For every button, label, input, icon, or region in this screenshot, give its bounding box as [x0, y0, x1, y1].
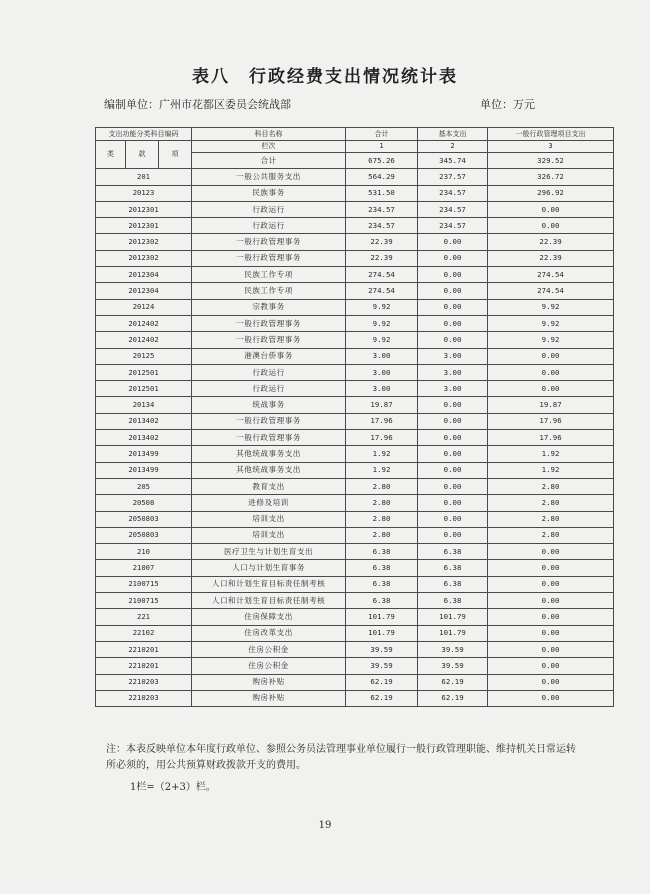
row-basic: 6.38	[418, 593, 488, 609]
row-basic: 0.00	[418, 283, 488, 299]
table-row	[96, 462, 614, 478]
header-basic: 基本支出	[418, 128, 488, 141]
row-project: 0.00	[488, 641, 614, 657]
row-subject-name: 医疗卫生与计划生育支出	[192, 544, 346, 560]
row-subject-name: 住房公积金	[192, 641, 346, 657]
table-row	[96, 560, 614, 576]
table-row	[96, 169, 614, 185]
row-basic: 234.57	[418, 218, 488, 234]
row-basic: 0.00	[418, 430, 488, 446]
row-basic: 6.38	[418, 544, 488, 560]
row-code: 2012302	[96, 250, 192, 266]
table-row	[96, 299, 614, 315]
row-basic: 3.00	[418, 381, 488, 397]
row-basic: 0.00	[418, 267, 488, 283]
row-project: 9.92	[488, 332, 614, 348]
row-subject-name: 其他统战事务支出	[192, 462, 346, 478]
row-code: 2100715	[96, 576, 192, 592]
row-total: 9.92	[346, 332, 418, 348]
table-row	[96, 364, 614, 380]
row-subject-name: 行政运行	[192, 201, 346, 217]
row-project: 326.72	[488, 169, 614, 185]
header-func-code: 支出功能分类科目编码	[96, 128, 192, 141]
row-basic: 0.00	[418, 462, 488, 478]
row-project: 9.92	[488, 299, 614, 315]
row-total: 2.80	[346, 478, 418, 494]
row-total: 234.57	[346, 201, 418, 217]
row-subject-name: 进修及培训	[192, 495, 346, 511]
row-code: 20134	[96, 397, 192, 413]
row-total: 2.80	[346, 511, 418, 527]
row-basic: 101.79	[418, 625, 488, 641]
row-subject-name: 一般行政管理事务	[192, 315, 346, 331]
row-code: 20124	[96, 299, 192, 315]
row-code: 22102	[96, 625, 192, 641]
row-total: 564.29	[346, 169, 418, 185]
row-basic: 39.59	[418, 641, 488, 657]
row-basic: 6.38	[418, 576, 488, 592]
table-header-row	[96, 128, 614, 141]
table-row	[96, 495, 614, 511]
row-code: 221	[96, 609, 192, 625]
table-row	[96, 201, 614, 217]
row-subject-name: 行政运行	[192, 364, 346, 380]
row-code: 2013402	[96, 413, 192, 429]
row-total: 101.79	[346, 609, 418, 625]
row-project: 2.80	[488, 527, 614, 543]
row-code: 2210203	[96, 674, 192, 690]
row-subject-name: 一般行政管理事务	[192, 430, 346, 446]
table-row	[96, 413, 614, 429]
row-project: 9.92	[488, 315, 614, 331]
header-project: 一般行政管理项目支出	[488, 128, 614, 141]
row-project: 0.00	[488, 201, 614, 217]
table-note: 注：本表反映单位本年度行政单位、参照公务员法管理事业单位履行一般行政管理职能、维持机关日常运转所必须的，用公共预算财政拨款开支的费用。	[106, 744, 576, 771]
row-project: 22.39	[488, 250, 614, 266]
table-row	[96, 218, 614, 234]
table-row	[96, 315, 614, 331]
row-basic: 6.38	[418, 560, 488, 576]
row-subject-name: 一般公共服务支出	[192, 169, 346, 185]
row-basic: 3.00	[418, 364, 488, 380]
row-code: 20123	[96, 185, 192, 201]
header-kuan: 款	[126, 140, 159, 169]
row-total: 39.59	[346, 658, 418, 674]
row-basic: 0.00	[418, 527, 488, 543]
table-row	[96, 283, 614, 299]
table-row	[96, 478, 614, 494]
row-code: 210	[96, 544, 192, 560]
row-code: 2013402	[96, 430, 192, 446]
table-row	[96, 658, 614, 674]
table-row	[96, 348, 614, 364]
row-subject-name: 民族工作专项	[192, 267, 346, 283]
row-code: 2012302	[96, 234, 192, 250]
row-total: 3.00	[346, 348, 418, 364]
summary-project: 329.52	[488, 153, 614, 169]
row-subject-name: 人口和计划生育目标责任制考核	[192, 593, 346, 609]
row-total: 22.39	[346, 234, 418, 250]
row-subject-name: 教育支出	[192, 478, 346, 494]
row-project: 2.80	[488, 478, 614, 494]
row-code: 205	[96, 478, 192, 494]
row-subject-name: 人口与计划生育事务	[192, 560, 346, 576]
row-basic: 234.57	[418, 185, 488, 201]
row-subject-name: 行政运行	[192, 218, 346, 234]
row-code: 2210201	[96, 641, 192, 657]
row-subject-name: 人口和计划生育目标责任制考核	[192, 576, 346, 592]
row-code: 20508	[96, 495, 192, 511]
row-code: 2012402	[96, 332, 192, 348]
row-project: 2.80	[488, 511, 614, 527]
table-row	[96, 690, 614, 706]
table-row	[96, 381, 614, 397]
row-total: 62.19	[346, 690, 418, 706]
row-total: 234.57	[346, 218, 418, 234]
header-col2: 2	[418, 140, 488, 153]
table-row	[96, 593, 614, 609]
row-subject-name: 其他统战事务支出	[192, 446, 346, 462]
row-subject-name: 一般行政管理事务	[192, 250, 346, 266]
row-total: 62.19	[346, 674, 418, 690]
row-project: 274.54	[488, 283, 614, 299]
row-project: 0.00	[488, 625, 614, 641]
row-project: 19.87	[488, 397, 614, 413]
row-project: 0.00	[488, 364, 614, 380]
row-total: 22.39	[346, 250, 418, 266]
header-subject-name: 科目名称	[192, 128, 346, 141]
row-basic: 0.00	[418, 332, 488, 348]
row-total: 6.38	[346, 576, 418, 592]
table-row	[96, 511, 614, 527]
row-basic: 3.00	[418, 348, 488, 364]
row-total: 6.38	[346, 544, 418, 560]
row-subject-name: 行政运行	[192, 381, 346, 397]
row-total: 274.54	[346, 283, 418, 299]
row-project: 0.00	[488, 576, 614, 592]
table-row	[96, 332, 614, 348]
row-basic: 0.00	[418, 413, 488, 429]
row-basic: 0.00	[418, 446, 488, 462]
row-basic: 237.57	[418, 169, 488, 185]
row-subject-name: 宗教事务	[192, 299, 346, 315]
row-code: 2210201	[96, 658, 192, 674]
row-code: 2013499	[96, 446, 192, 462]
header-xiang: 项	[159, 140, 192, 169]
row-total: 9.92	[346, 299, 418, 315]
row-project: 2.80	[488, 495, 614, 511]
row-code: 2210203	[96, 690, 192, 706]
row-project: 0.00	[488, 544, 614, 560]
row-total: 3.00	[346, 381, 418, 397]
row-total: 17.96	[346, 430, 418, 446]
row-total: 39.59	[346, 641, 418, 657]
page-number: 19	[318, 820, 332, 831]
row-basic: 39.59	[418, 658, 488, 674]
row-total: 101.79	[346, 625, 418, 641]
row-code: 2012304	[96, 267, 192, 283]
row-total: 531.50	[346, 185, 418, 201]
summary-total: 675.26	[346, 153, 418, 169]
row-total: 17.96	[346, 413, 418, 429]
row-basic: 0.00	[418, 234, 488, 250]
table-row	[96, 576, 614, 592]
row-total: 1.92	[346, 462, 418, 478]
row-code: 21007	[96, 560, 192, 576]
header-lei: 类	[96, 140, 126, 169]
row-basic: 0.00	[418, 315, 488, 331]
table-row	[96, 527, 614, 543]
row-code: 2012301	[96, 218, 192, 234]
row-basic: 101.79	[418, 609, 488, 625]
row-subject-name: 一般行政管理事务	[192, 234, 346, 250]
row-total: 9.92	[346, 315, 418, 331]
row-total: 2.80	[346, 527, 418, 543]
row-project: 1.92	[488, 446, 614, 462]
row-basic: 0.00	[418, 478, 488, 494]
row-project: 0.00	[488, 218, 614, 234]
summary-label: 合计	[192, 153, 346, 169]
row-project: 0.00	[488, 593, 614, 609]
row-code: 2012301	[96, 201, 192, 217]
row-basic: 62.19	[418, 674, 488, 690]
row-project: 0.00	[488, 560, 614, 576]
row-basic: 0.00	[418, 495, 488, 511]
row-subject-name: 统战事务	[192, 397, 346, 413]
row-code: 2050803	[96, 511, 192, 527]
table-row	[96, 641, 614, 657]
row-code: 201	[96, 169, 192, 185]
table-row	[96, 430, 614, 446]
table-row	[96, 544, 614, 560]
row-project: 274.54	[488, 267, 614, 283]
table-row	[96, 267, 614, 283]
row-project: 0.00	[488, 674, 614, 690]
row-subject-name: 住房公积金	[192, 658, 346, 674]
row-code: 2012501	[96, 381, 192, 397]
row-subject-name: 民族事务	[192, 185, 346, 201]
row-total: 6.38	[346, 560, 418, 576]
summary-basic: 345.74	[418, 153, 488, 169]
table-row	[96, 234, 614, 250]
row-subject-name: 住房改革支出	[192, 625, 346, 641]
header-lanci: 栏次	[192, 140, 346, 153]
row-total: 3.00	[346, 364, 418, 380]
row-subject-name: 民族工作专项	[192, 283, 346, 299]
row-code: 2100715	[96, 593, 192, 609]
currency-unit: 单位：万元	[480, 98, 535, 111]
table-row	[96, 250, 614, 266]
row-subject-name: 住房保障支出	[192, 609, 346, 625]
table-row	[96, 609, 614, 625]
row-basic: 0.00	[418, 299, 488, 315]
table-row	[96, 625, 614, 641]
compiling-unit: 编制单位：广州市花都区委员会统战部	[104, 98, 291, 111]
row-project: 0.00	[488, 348, 614, 364]
document-title: 表八 行政经费支出情况统计表	[192, 67, 458, 87]
row-code: 2013499	[96, 462, 192, 478]
table-row	[96, 446, 614, 462]
row-project: 17.96	[488, 430, 614, 446]
header-total: 合计	[346, 128, 418, 141]
row-basic: 234.57	[418, 201, 488, 217]
row-code: 2012304	[96, 283, 192, 299]
row-subject-name: 购房补贴	[192, 674, 346, 690]
row-project: 17.96	[488, 413, 614, 429]
table-row	[96, 674, 614, 690]
row-subject-name: 港澳台侨事务	[192, 348, 346, 364]
row-code: 2012501	[96, 364, 192, 380]
table-row	[96, 185, 614, 201]
row-project: 22.39	[488, 234, 614, 250]
row-total: 6.38	[346, 593, 418, 609]
row-basic: 0.00	[418, 511, 488, 527]
row-basic: 0.00	[418, 250, 488, 266]
row-total: 274.54	[346, 267, 418, 283]
row-total: 1.92	[346, 446, 418, 462]
row-code: 20125	[96, 348, 192, 364]
row-project: 0.00	[488, 690, 614, 706]
row-project: 0.00	[488, 658, 614, 674]
table-row	[96, 397, 614, 413]
row-project: 296.92	[488, 185, 614, 201]
column-formula: 1栏=（2+3）栏。	[130, 782, 216, 793]
expenditure-table	[95, 127, 614, 707]
row-code: 2012402	[96, 315, 192, 331]
row-subject-name: 培训支出	[192, 511, 346, 527]
row-project: 0.00	[488, 609, 614, 625]
header-col3: 3	[488, 140, 614, 153]
row-code: 2050803	[96, 527, 192, 543]
row-basic: 0.00	[418, 397, 488, 413]
row-subject-name: 购房补贴	[192, 690, 346, 706]
header-col1: 1	[346, 140, 418, 153]
row-project: 1.92	[488, 462, 614, 478]
row-subject-name: 一般行政管理事务	[192, 413, 346, 429]
row-total: 19.87	[346, 397, 418, 413]
row-basic: 62.19	[418, 690, 488, 706]
row-subject-name: 培训支出	[192, 527, 346, 543]
row-project: 0.00	[488, 381, 614, 397]
row-subject-name: 一般行政管理事务	[192, 332, 346, 348]
row-total: 2.80	[346, 495, 418, 511]
